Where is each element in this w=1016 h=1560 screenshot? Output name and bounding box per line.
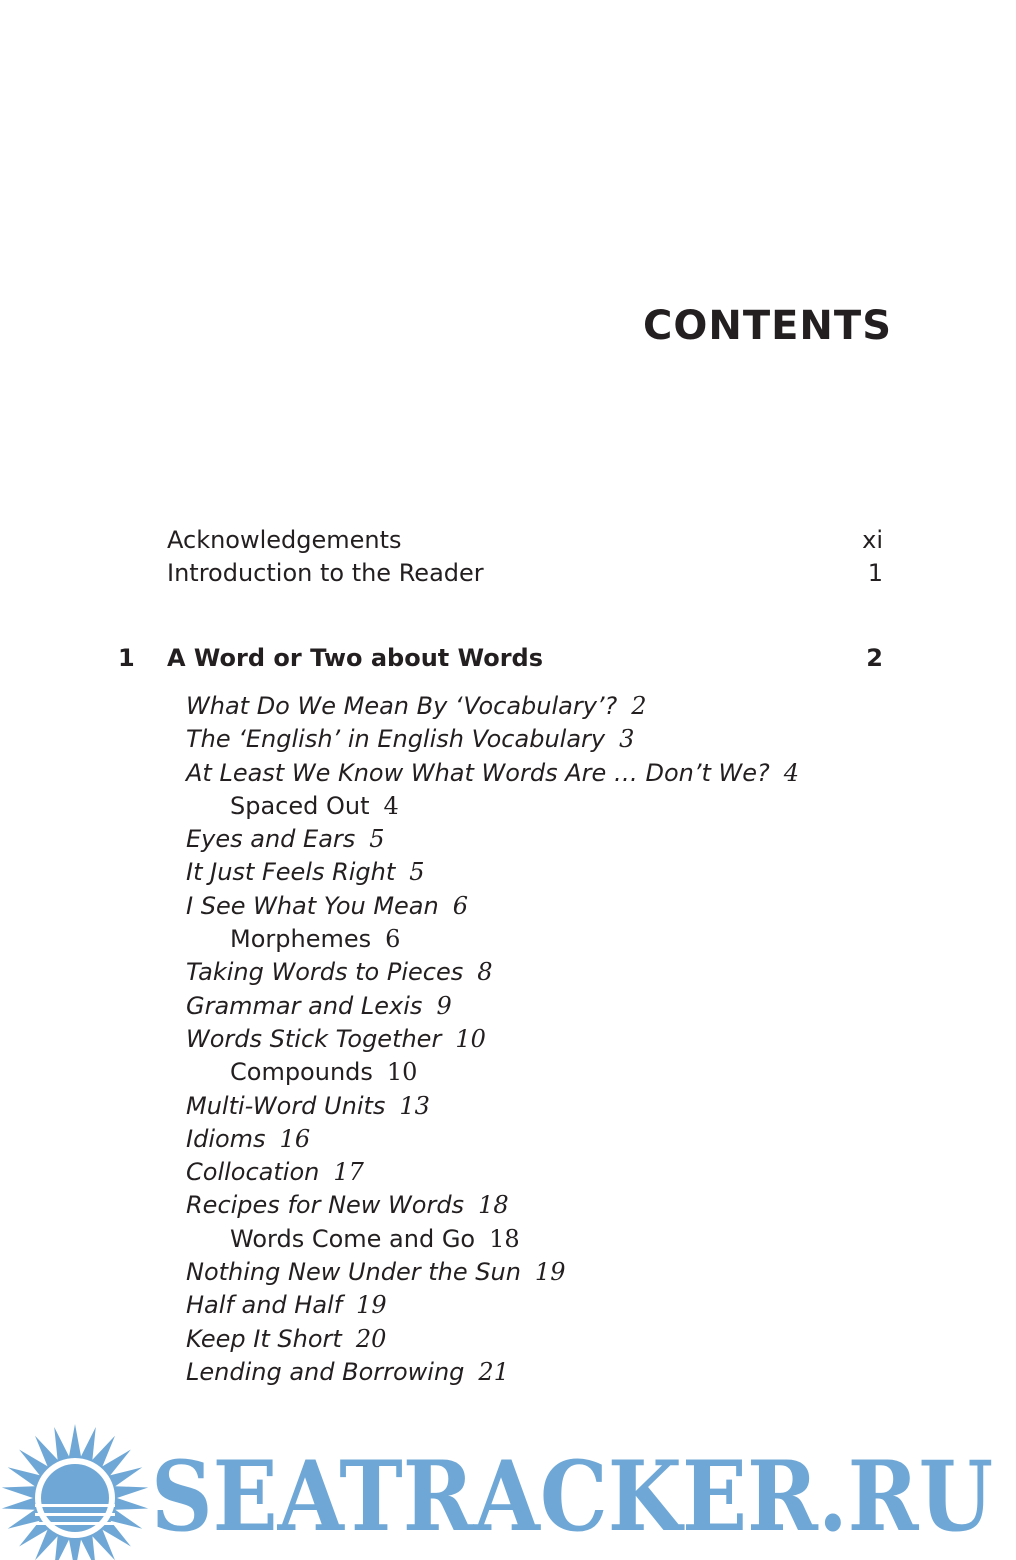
watermark-graphic (0, 1410, 1016, 1560)
section-page: 10 (455, 1024, 486, 1053)
section-list (186, 690, 799, 1389)
section-page: 6 (385, 925, 401, 954)
toc-section-entry[interactable] (186, 1323, 799, 1356)
section-title: At Least We Know What Words Are … Don’t We? (186, 758, 770, 787)
toc-section-entry[interactable] (186, 690, 799, 723)
toc-entry-introduction[interactable] (167, 557, 883, 590)
watermark-text: SEATRACKER.RU (151, 1440, 993, 1553)
section-page: 5 (409, 858, 425, 887)
toc-section-entry[interactable] (186, 1356, 799, 1389)
toc-entry-page: xi (862, 526, 883, 554)
section-title: Words Stick Together (186, 1024, 442, 1053)
section-title: Grammar and Lexis (186, 991, 423, 1020)
section-title: Compounds (230, 1058, 373, 1087)
section-title: Morphemes (230, 925, 372, 954)
section-page: 6 (452, 891, 469, 920)
toc-section-entry[interactable] (186, 1289, 799, 1322)
section-title: Words Come and Go (230, 1224, 476, 1253)
section-page: 20 (355, 1324, 387, 1353)
section-title: Nothing New Under the Sun (186, 1258, 521, 1287)
toc-subsection-entry[interactable] (186, 1223, 799, 1256)
section-page: 4 (383, 791, 399, 820)
section-page: 13 (399, 1091, 430, 1120)
section-page: 16 (279, 1124, 311, 1153)
chapter-page: 2 (866, 644, 883, 672)
section-page: 9 (436, 991, 452, 1020)
section-title: Half and Half (186, 1291, 343, 1320)
section-title: Recipes for New Words (186, 1191, 465, 1220)
toc-entry-label: Introduction to the Reader (167, 559, 484, 587)
toc-section-entry[interactable] (186, 1256, 799, 1289)
section-page: 10 (386, 1058, 418, 1087)
section-title: Taking Words to Pieces (186, 958, 464, 987)
watermark (0, 1410, 1016, 1560)
section-title: What Do We Mean By ‘Vocabulary’? (186, 692, 618, 720)
toc-section-entry[interactable] (186, 757, 799, 790)
toc-entry-page: 1 (867, 559, 883, 587)
section-page: 19 (356, 1291, 387, 1320)
section-title: Spaced Out (230, 791, 370, 820)
section-page: 5 (369, 825, 385, 854)
toc-section-entry[interactable] (186, 890, 799, 923)
section-title: Idioms (186, 1124, 266, 1153)
page-title: CONTENTS (642, 303, 892, 349)
section-page: 21 (478, 1357, 509, 1386)
section-page: 2 (631, 692, 647, 720)
chapter-number: 1 (118, 644, 135, 672)
section-title: It Just Feels Right (186, 858, 396, 887)
section-page: 17 (333, 1158, 364, 1187)
sun-icon (2, 1424, 148, 1560)
toc-section-entry[interactable] (186, 823, 799, 856)
section-title: I See What You Mean (186, 891, 439, 920)
section-title: Lending and Borrowing (186, 1357, 465, 1386)
section-page: 8 (477, 958, 493, 987)
section-page: 3 (619, 725, 635, 754)
toc-subsection-entry[interactable] (186, 790, 799, 823)
toc-entry-acknowledgements[interactable] (167, 524, 883, 557)
toc-entry-label: Acknowledgements (167, 526, 402, 554)
section-title: Keep It Short (186, 1324, 342, 1353)
toc-section-entry[interactable] (186, 1090, 799, 1123)
section-page: 18 (489, 1224, 520, 1253)
toc-section-entry[interactable] (186, 856, 799, 889)
toc-subsection-entry[interactable] (186, 923, 799, 956)
section-page: 19 (534, 1258, 566, 1287)
toc-section-entry[interactable] (186, 956, 799, 989)
section-title: Eyes and Ears (186, 825, 356, 854)
section-title: Multi-Word Units (186, 1091, 386, 1120)
toc-section-entry[interactable] (186, 990, 799, 1023)
toc-subsection-entry[interactable] (186, 1056, 799, 1089)
toc-section-entry[interactable] (186, 1023, 799, 1056)
toc-section-entry[interactable] (186, 1189, 799, 1222)
front-matter (167, 524, 883, 590)
section-page: 4 (783, 758, 800, 787)
section-title: The ‘English’ in English Vocabulary (186, 725, 606, 754)
section-page: 18 (478, 1191, 509, 1220)
chapter-heading[interactable] (118, 640, 883, 676)
section-title: Collocation (186, 1158, 320, 1187)
toc-section-entry[interactable] (186, 1156, 799, 1189)
chapter-title: A Word or Two about Words (167, 644, 544, 672)
toc-section-entry[interactable] (186, 1123, 799, 1156)
toc-section-entry[interactable] (186, 723, 799, 756)
